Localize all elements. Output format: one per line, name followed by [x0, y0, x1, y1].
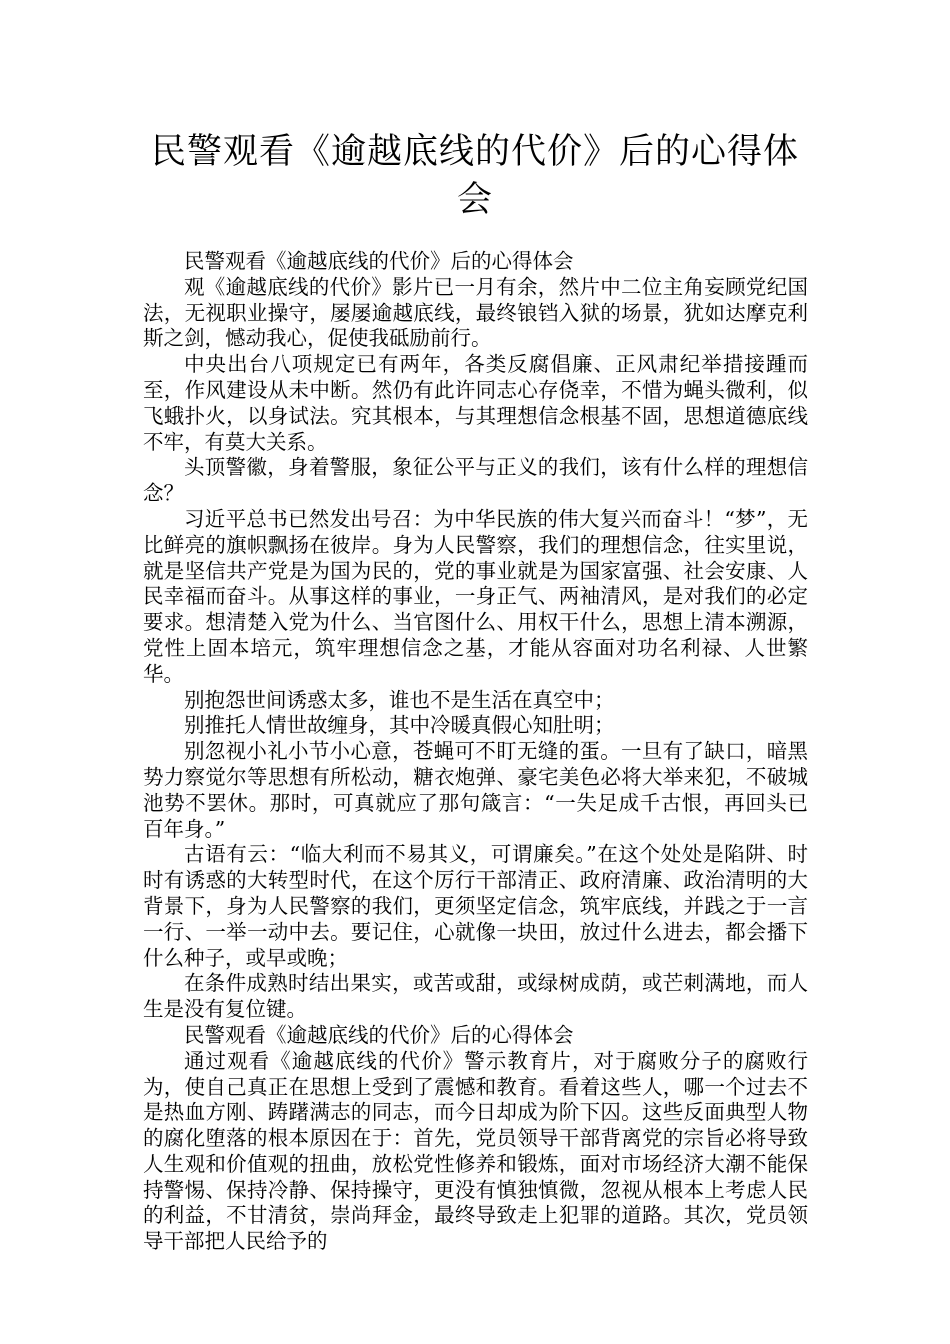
paragraph: 古语有云：“临大利而不易其义，可谓廉矣。”在这个处处是陷阱、时时有诱惑的大转型时代，在这个厉行干部清正、政府清廉、政治清明的大背景下，身为人民警察的我们，更须坚定信念，筑牢底线，并践之于一言一行、一举一动中去。要记住，心就像一块田，放过什么进去，都会播下什么种子，或早或晚； — [143, 842, 808, 970]
paragraph: 习近平总书已然发出号召：为中华民族的伟大复兴而奋斗！“梦”，无比鲜亮的旗帜飘扬在彼岸。身为人民警察，我们的理想信念，往实里说，就是坚信共产党是为国为民的，党的事业就是为国家富强、社会安康、人民幸福而奋斗。从事这样的事业，一身正气、两袖清风，是对我们的必定要求。想清楚入党为什么、当官图什么、用权干什么，思想上清本溯源，党性上固本培元，筑牢理想信念之基，才能从容面对功名利禄、人世繁华。 — [143, 506, 808, 686]
paragraph: 通过观看《逾越底线的代价》警示教育片，对于腐败分子的腐败行为，使自己真正在思想上受到了震憾和教育。看着这些人，哪一个过去不是热血方刚、踌躇满志的同志，而今日却成为阶下囚。这些反面典型人物的腐化堕落的根本原因在于：首先，党员领导干部背离党的宗旨必将导致人生观和价值观的扭曲，放松党性修养和锻炼，面对市场经济大潮不能保持警惕、保持冷静、保持操守，更没有慎独慎微，忽视从根本上考虑人民的利益，不甘清贫，崇尚拜金，最终导致走上犯罪的道路。其次，党员领导干部把人民给予的 — [143, 1048, 808, 1254]
paragraph: 民警观看《逾越底线的代价》后的心得体会 — [184, 249, 574, 273]
paragraph: 在条件成熟时结出果实，或苦或甜，或绿树成荫，或芒刺满地，而人生是没有复位键。 — [143, 971, 808, 1022]
paragraph: 民警观看《逾越底线的代价》后的心得体会 — [184, 1022, 574, 1047]
paragraph: 别忽视小礼小节小心意，苍蝇可不盯无缝的蛋。一旦有了缺口，暗黑势力察觉尔等思想有所松动，糖衣炮弹、豪宅美色必将大举来犯，不破城池势不罢休。那时，可真就应了那句箴言：“一失足成千古恨，再回头已百年身。” — [143, 739, 808, 841]
paragraph: 别抱怨世间诱惑太多，谁也不是生活在真空中； — [184, 687, 615, 712]
document-title: 民警观看《逾越底线的代价》后的心得体会 — [150, 132, 799, 220]
paragraph: 中央出台八项规定已有两年，各类反腐倡廉、正风肃纪举措接踵而至，作风建设从未中断。然仍有此许同志心存侥幸，不惜为蝇头微利，似飞蛾扑火，以身试法。究其根本，与其理想信念根基不固，思想道德底线不牢，有莫大关系。 — [143, 352, 808, 454]
document-body — [143, 249, 808, 1255]
paragraph: 头顶警徽，身着警服，象征公平与正义的我们，该有什么样的理想信念？ — [143, 455, 808, 506]
paragraph: 别推托人情世故缠身，其中冷暖真假心知肚明； — [184, 713, 615, 738]
paragraph: 观《逾越底线的代价》影片已一月有余，然片中二位主角妄顾党纪国法，无视职业操守，屡屡逾越底线，最终锒铛入狱的场景，犹如达摩克利斯之剑，憾动我心，促使我砥励前行。 — [143, 274, 808, 351]
